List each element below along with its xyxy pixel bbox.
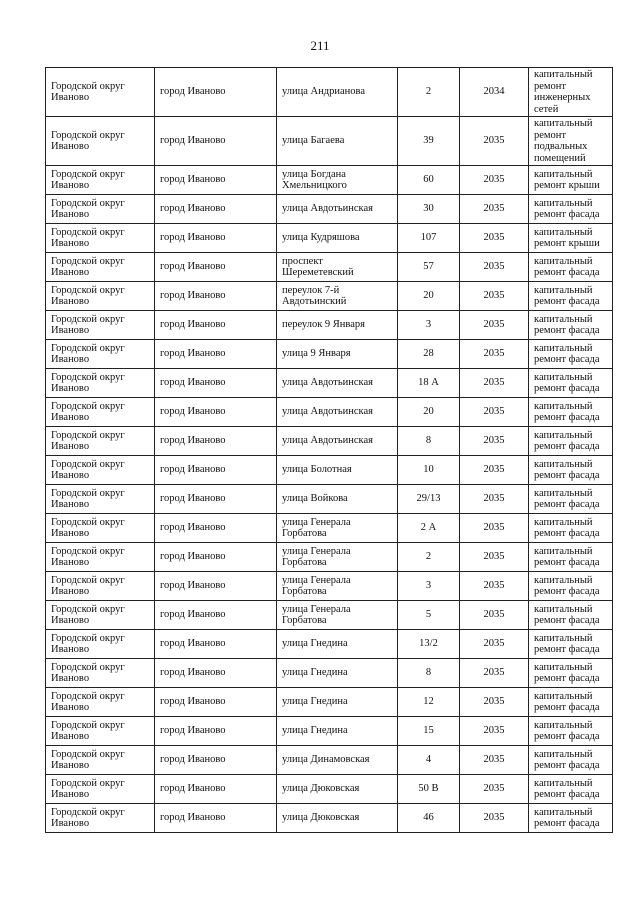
cell-city: город Иваново [155, 630, 277, 659]
cell-year: 2035 [460, 485, 529, 514]
cell-city: город Иваново [155, 659, 277, 688]
cell-work: капитальный ремонт фасада [529, 746, 613, 775]
cell-work: капитальный ремонт фасада [529, 369, 613, 398]
cell-city: город Иваново [155, 746, 277, 775]
cell-okrug: Городской округ Иваново [46, 340, 155, 369]
cell-okrug: Городской округ Иваново [46, 659, 155, 688]
cell-year: 2035 [460, 282, 529, 311]
cell-house: 39 [398, 117, 460, 166]
registry-table [45, 67, 613, 833]
cell-street: улица Генерала Горбатова [277, 601, 398, 630]
cell-year: 2035 [460, 427, 529, 456]
cell-street: улица Гнедина [277, 688, 398, 717]
cell-house: 29/13 [398, 485, 460, 514]
cell-okrug: Городской округ Иваново [46, 166, 155, 195]
cell-work: капитальный ремонт фасада [529, 804, 613, 833]
cell-year: 2035 [460, 398, 529, 427]
table-row [46, 369, 613, 398]
cell-city: город Иваново [155, 427, 277, 456]
cell-house: 2 [398, 543, 460, 572]
table-row [46, 543, 613, 572]
cell-okrug: Городской округ Иваново [46, 224, 155, 253]
cell-year: 2035 [460, 369, 529, 398]
cell-work: капитальный ремонт крыши [529, 224, 613, 253]
cell-street: улица Генерала Горбатова [277, 543, 398, 572]
cell-house: 20 [398, 398, 460, 427]
cell-year: 2035 [460, 166, 529, 195]
cell-work: капитальный ремонт инженерных сетей [529, 68, 613, 117]
cell-okrug: Городской округ Иваново [46, 688, 155, 717]
cell-house: 46 [398, 804, 460, 833]
table-row [46, 746, 613, 775]
cell-city: город Иваново [155, 282, 277, 311]
table-row [46, 166, 613, 195]
cell-year: 2035 [460, 804, 529, 833]
cell-year: 2035 [460, 688, 529, 717]
cell-okrug: Городской округ Иваново [46, 68, 155, 117]
cell-street: улица Гнедина [277, 659, 398, 688]
table-row [46, 224, 613, 253]
cell-work: капитальный ремонт фасада [529, 775, 613, 804]
cell-city: город Иваново [155, 398, 277, 427]
table-row [46, 456, 613, 485]
cell-okrug: Городской округ Иваново [46, 398, 155, 427]
cell-work: капитальный ремонт подвальных помещений [529, 117, 613, 166]
page-number: 211 [310, 38, 330, 53]
cell-year: 2035 [460, 456, 529, 485]
cell-work: капитальный ремонт фасада [529, 340, 613, 369]
cell-city: город Иваново [155, 804, 277, 833]
table-row [46, 398, 613, 427]
cell-street: проспект Шереметевский [277, 253, 398, 282]
cell-work: капитальный ремонт фасада [529, 514, 613, 543]
cell-city: город Иваново [155, 572, 277, 601]
cell-work: капитальный ремонт фасада [529, 601, 613, 630]
registry-table-body [46, 68, 613, 833]
cell-okrug: Городской округ Иваново [46, 311, 155, 340]
cell-house: 50 В [398, 775, 460, 804]
cell-street: улица Авдотьинская [277, 398, 398, 427]
cell-street: улица 9 Января [277, 340, 398, 369]
cell-okrug: Городской округ Иваново [46, 456, 155, 485]
cell-okrug: Городской округ Иваново [46, 117, 155, 166]
cell-year: 2035 [460, 717, 529, 746]
table-row [46, 282, 613, 311]
cell-street: улица Генерала Горбатова [277, 514, 398, 543]
cell-okrug: Городской округ Иваново [46, 804, 155, 833]
cell-city: город Иваново [155, 340, 277, 369]
cell-house: 5 [398, 601, 460, 630]
cell-okrug: Городской округ Иваново [46, 746, 155, 775]
cell-house: 30 [398, 195, 460, 224]
cell-year: 2035 [460, 195, 529, 224]
cell-year: 2035 [460, 659, 529, 688]
cell-house: 3 [398, 572, 460, 601]
cell-work: капитальный ремонт фасада [529, 195, 613, 224]
cell-okrug: Городской округ Иваново [46, 282, 155, 311]
cell-year: 2035 [460, 601, 529, 630]
cell-year: 2035 [460, 311, 529, 340]
cell-house: 8 [398, 659, 460, 688]
cell-city: город Иваново [155, 601, 277, 630]
cell-street: улица Дюковская [277, 775, 398, 804]
cell-city: город Иваново [155, 717, 277, 746]
cell-house: 18 А [398, 369, 460, 398]
table-row [46, 717, 613, 746]
cell-city: город Иваново [155, 485, 277, 514]
cell-work: капитальный ремонт фасада [529, 398, 613, 427]
cell-city: город Иваново [155, 117, 277, 166]
cell-work: капитальный ремонт фасада [529, 572, 613, 601]
cell-street: улица Андрианова [277, 68, 398, 117]
cell-year: 2034 [460, 68, 529, 117]
cell-work: капитальный ремонт фасада [529, 427, 613, 456]
table-row [46, 195, 613, 224]
cell-house: 10 [398, 456, 460, 485]
cell-city: город Иваново [155, 224, 277, 253]
table-row [46, 688, 613, 717]
cell-house: 15 [398, 717, 460, 746]
cell-year: 2035 [460, 253, 529, 282]
cell-street: улица Авдотьинская [277, 427, 398, 456]
cell-work: капитальный ремонт крыши [529, 166, 613, 195]
cell-okrug: Городской округ Иваново [46, 253, 155, 282]
cell-street: улица Генерала Горбатова [277, 572, 398, 601]
cell-street: улица Богдана Хмельницкого [277, 166, 398, 195]
cell-city: город Иваново [155, 456, 277, 485]
table-row [46, 117, 613, 166]
table-row [46, 775, 613, 804]
cell-street: улица Авдотьинская [277, 195, 398, 224]
cell-house: 8 [398, 427, 460, 456]
table-row [46, 253, 613, 282]
cell-okrug: Городской округ Иваново [46, 427, 155, 456]
cell-okrug: Городской округ Иваново [46, 485, 155, 514]
cell-work: капитальный ремонт фасада [529, 659, 613, 688]
table-row [46, 601, 613, 630]
cell-city: город Иваново [155, 166, 277, 195]
cell-okrug: Городской округ Иваново [46, 369, 155, 398]
cell-city: город Иваново [155, 543, 277, 572]
cell-okrug: Городской округ Иваново [46, 601, 155, 630]
cell-house: 60 [398, 166, 460, 195]
cell-okrug: Городской округ Иваново [46, 717, 155, 746]
cell-house: 107 [398, 224, 460, 253]
cell-year: 2035 [460, 514, 529, 543]
cell-house: 28 [398, 340, 460, 369]
cell-street: улица Гнедина [277, 630, 398, 659]
cell-city: город Иваново [155, 311, 277, 340]
cell-year: 2035 [460, 630, 529, 659]
cell-okrug: Городской округ Иваново [46, 195, 155, 224]
cell-year: 2035 [460, 117, 529, 166]
cell-house: 13/2 [398, 630, 460, 659]
cell-city: город Иваново [155, 253, 277, 282]
cell-city: город Иваново [155, 195, 277, 224]
cell-street: улица Багаева [277, 117, 398, 166]
cell-street: улица Кудряшова [277, 224, 398, 253]
cell-work: капитальный ремонт фасада [529, 282, 613, 311]
cell-year: 2035 [460, 224, 529, 253]
cell-work: капитальный ремонт фасада [529, 485, 613, 514]
cell-street: улица Дюковская [277, 804, 398, 833]
table-row [46, 485, 613, 514]
cell-house: 20 [398, 282, 460, 311]
cell-okrug: Городской округ Иваново [46, 572, 155, 601]
cell-house: 3 [398, 311, 460, 340]
cell-year: 2035 [460, 543, 529, 572]
cell-street: улица Войкова [277, 485, 398, 514]
cell-city: город Иваново [155, 775, 277, 804]
cell-house: 57 [398, 253, 460, 282]
cell-city: город Иваново [155, 369, 277, 398]
cell-street: улица Динамовская [277, 746, 398, 775]
cell-city: город Иваново [155, 688, 277, 717]
cell-work: капитальный ремонт фасада [529, 456, 613, 485]
cell-year: 2035 [460, 775, 529, 804]
table-row [46, 68, 613, 117]
cell-okrug: Городской округ Иваново [46, 775, 155, 804]
cell-work: капитальный ремонт фасада [529, 630, 613, 659]
table-row [46, 514, 613, 543]
cell-street: переулок 7-й Авдотьинский [277, 282, 398, 311]
cell-okrug: Городской округ Иваново [46, 514, 155, 543]
cell-year: 2035 [460, 746, 529, 775]
cell-street: улица Болотная [277, 456, 398, 485]
table-row [46, 311, 613, 340]
table-row [46, 572, 613, 601]
cell-okrug: Городской округ Иваново [46, 630, 155, 659]
cell-year: 2035 [460, 340, 529, 369]
cell-house: 2 [398, 68, 460, 117]
cell-street: улица Гнедина [277, 717, 398, 746]
cell-house: 4 [398, 746, 460, 775]
cell-street: улица Авдотьинская [277, 369, 398, 398]
cell-okrug: Городской округ Иваново [46, 543, 155, 572]
table-row [46, 630, 613, 659]
cell-city: город Иваново [155, 514, 277, 543]
table-row [46, 427, 613, 456]
cell-work: капитальный ремонт фасада [529, 688, 613, 717]
cell-street: переулок 9 Января [277, 311, 398, 340]
cell-work: капитальный ремонт фасада [529, 311, 613, 340]
cell-work: капитальный ремонт фасада [529, 543, 613, 572]
cell-year: 2035 [460, 572, 529, 601]
table-row [46, 804, 613, 833]
cell-house: 2 А [398, 514, 460, 543]
table-row [46, 340, 613, 369]
table-row [46, 659, 613, 688]
cell-work: капитальный ремонт фасада [529, 717, 613, 746]
cell-work: капитальный ремонт фасада [529, 253, 613, 282]
cell-city: город Иваново [155, 68, 277, 117]
cell-house: 12 [398, 688, 460, 717]
